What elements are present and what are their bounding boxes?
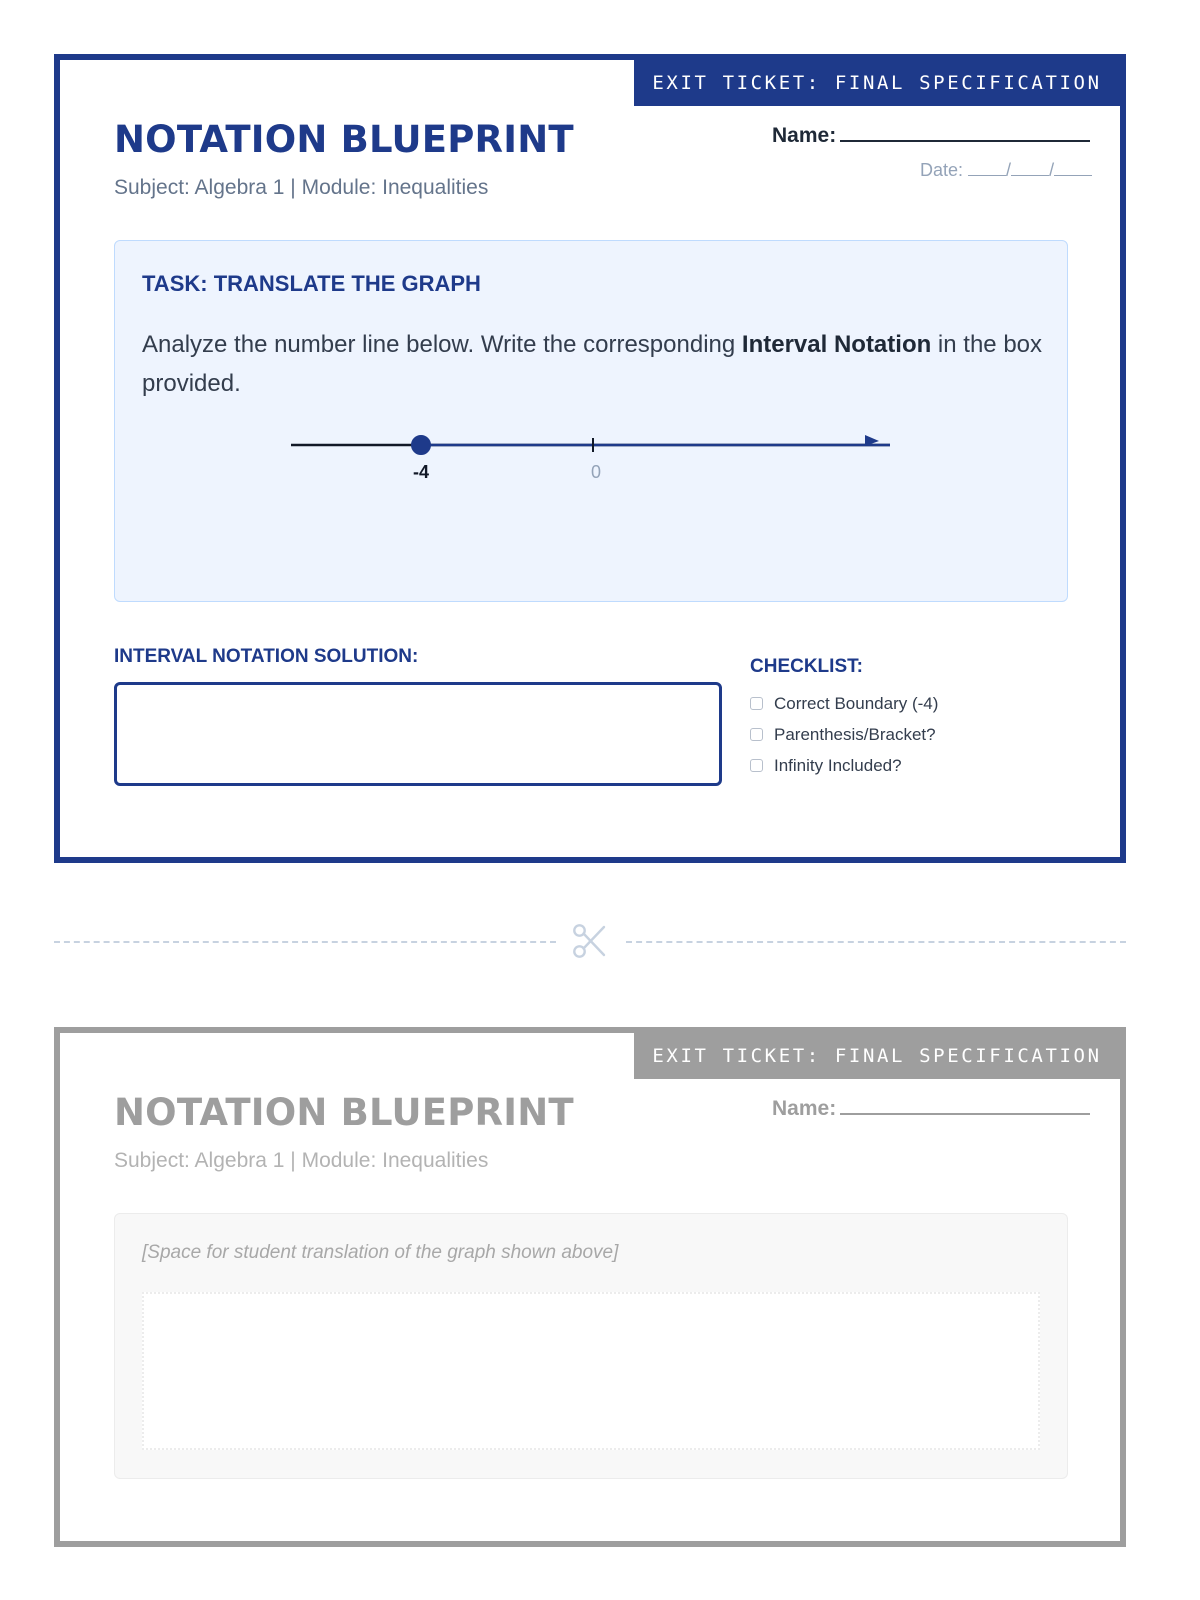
date-month-blank[interactable]: [968, 163, 1006, 176]
page-title: NOTATION BLUEPRINT: [114, 1091, 574, 1134]
response-writing-area[interactable]: [142, 1292, 1040, 1450]
name-label: Name:: [772, 1097, 837, 1120]
zero-label: 0: [590, 462, 602, 482]
checklist-item[interactable]: [750, 750, 938, 781]
date-year-blank[interactable]: [1054, 163, 1092, 176]
checkbox[interactable]: [750, 728, 763, 741]
name-field[interactable]: [772, 122, 1090, 148]
ticket-badge: EXIT TICKET: FINAL SPECIFICATION: [634, 1033, 1120, 1079]
instruction-text: Analyze the number line below. Write the corresponding: [142, 331, 742, 358]
checklist-item[interactable]: [750, 719, 938, 750]
name-blank-line[interactable]: [840, 122, 1090, 142]
ticket-badge: EXIT TICKET: FINAL SPECIFICATION: [634, 60, 1120, 106]
number-line-graph: [115, 241, 1069, 603]
checklist: [750, 688, 938, 781]
name-field[interactable]: [772, 1095, 1090, 1121]
date-separator: /: [1049, 160, 1055, 180]
boundary-point-closed: [412, 436, 430, 454]
response-hint: [Space for student translation of the graph shown above]: [142, 1242, 619, 1263]
page-title: NOTATION BLUEPRINT: [114, 118, 574, 161]
boundary-label: -4: [412, 462, 430, 482]
instruction-text-end: in the box provided.: [142, 331, 1043, 397]
task-heading: TASK: TRANSLATE THE GRAPH: [142, 271, 481, 296]
name-blank-line[interactable]: [840, 1095, 1090, 1115]
date-field[interactable]: [920, 160, 1092, 181]
checklist-item-label: Parenthesis/Bracket?: [774, 724, 936, 744]
checkbox[interactable]: [750, 759, 763, 772]
scissors-icon: [571, 922, 609, 960]
instruction-emphasis: Interval Notation: [741, 331, 932, 358]
exit-ticket-copy: [54, 1027, 1126, 1547]
date-separator: /: [1006, 160, 1012, 180]
solution-answer-box[interactable]: [114, 682, 722, 786]
checklist-title: CHECKLIST:: [750, 656, 863, 677]
name-label: Name:: [772, 124, 837, 147]
date-label: Date:: [920, 160, 964, 180]
checkbox[interactable]: [750, 697, 763, 710]
checklist-item-label: Infinity Included?: [774, 755, 902, 775]
cut-line: [54, 941, 556, 943]
response-panel: [114, 1213, 1068, 1479]
subtitle: Subject: Algebra 1 | Module: Inequalities: [114, 1149, 489, 1172]
checklist-item[interactable]: [750, 688, 938, 719]
date-day-blank[interactable]: [1011, 163, 1049, 176]
subtitle: Subject: Algebra 1 | Module: Inequalities: [114, 176, 489, 199]
solution-label: INTERVAL NOTATION SOLUTION:: [114, 646, 419, 667]
checklist-item-label: Correct Boundary (-4): [774, 693, 939, 713]
task-panel: [114, 240, 1068, 602]
cut-line: [626, 941, 1126, 943]
exit-ticket-card: [54, 54, 1126, 863]
